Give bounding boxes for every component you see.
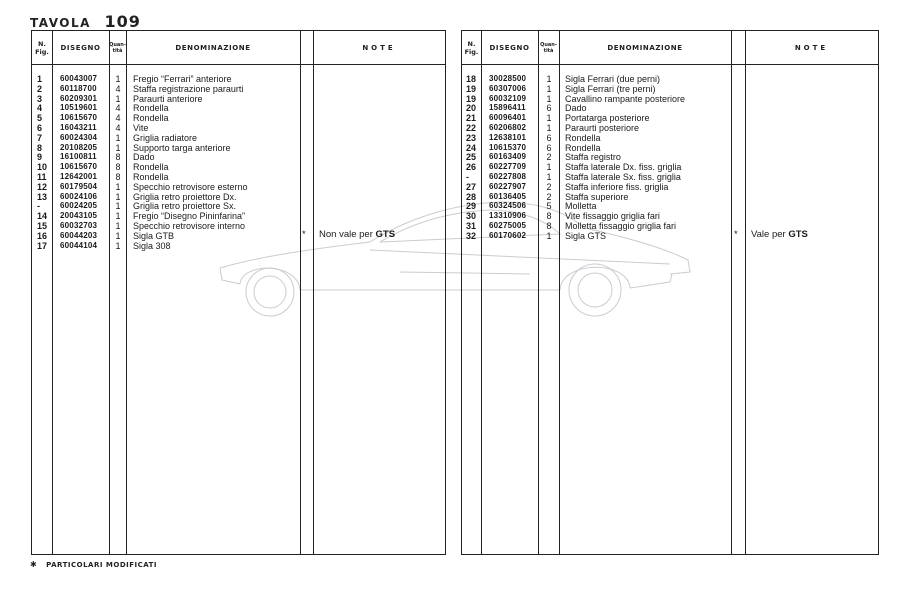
footer-text: PARTICOLARI MODIFICATI — [46, 561, 158, 569]
quantity: 1 — [115, 74, 121, 84]
part-description: Vite — [133, 122, 149, 133]
table-row — [462, 133, 878, 143]
quantity: 1 — [115, 220, 121, 231]
part-description: Fregio “Disegno Pininfarina” — [133, 211, 246, 222]
fig-number: 3 — [37, 93, 43, 104]
table-row — [462, 143, 878, 153]
part-code: 15896411 — [489, 103, 526, 113]
quantity: 1 — [115, 191, 121, 202]
quantity: 4 — [115, 113, 121, 124]
part-description: Sigla GTS — [565, 230, 607, 241]
quantity: 2 — [546, 152, 552, 163]
left-rows — [32, 74, 445, 250]
part-code: 60136405 — [489, 191, 527, 201]
fig-number: 10 — [37, 162, 48, 173]
table-row — [462, 103, 878, 113]
part-description: Rondella — [565, 142, 601, 153]
table-row — [462, 84, 878, 94]
note-star: * — [734, 229, 738, 240]
quantity: 5 — [546, 201, 552, 212]
table-row — [32, 103, 445, 113]
header-nfig-line2: Fig. — [35, 47, 49, 56]
table-row — [462, 231, 878, 241]
fig-number: 32 — [466, 230, 477, 241]
header-quantita — [109, 31, 126, 64]
fig-number: 31 — [466, 220, 477, 231]
fig-number: 12 — [37, 181, 48, 192]
part-code: 10615670 — [60, 113, 98, 123]
fig-number: 1 — [37, 74, 43, 84]
quantity: 1 — [115, 201, 121, 212]
fig-number: 27 — [466, 181, 477, 192]
header-disegno: DISEGNO — [489, 43, 530, 52]
part-code: 60170602 — [489, 230, 527, 240]
quantity: 1 — [546, 230, 552, 241]
part-code: 16043211 — [60, 122, 97, 132]
table-row — [32, 201, 445, 211]
part-description: Griglia radiatore — [133, 132, 198, 143]
part-description: Staffa laterale Sx. fiss. griglia — [565, 171, 681, 182]
part-description: Staffa inferiore fiss. griglia — [565, 181, 669, 192]
part-description: Specchio retrovisore esterno — [133, 181, 248, 192]
quantity: 1 — [546, 171, 552, 182]
table-row — [32, 241, 445, 251]
part-description: Staffa registrazione paraurti — [133, 83, 244, 94]
part-description: Molletta — [565, 201, 597, 212]
part-code: 60024106 — [60, 191, 98, 201]
fig-number: 16 — [37, 230, 48, 241]
fig-number: 20 — [466, 103, 477, 114]
part-code: 10615670 — [60, 162, 98, 172]
fig-number: 5 — [37, 113, 43, 124]
quantity: 1 — [546, 113, 552, 124]
fig-number: 26 — [466, 162, 477, 173]
part-code: 60227709 — [489, 162, 527, 172]
quantity: 1 — [115, 93, 121, 104]
header-qta-line2: tità — [112, 47, 123, 54]
header-divider — [462, 64, 878, 65]
table-row — [32, 143, 445, 153]
part-description: Vite fissaggio griglia fari — [565, 211, 660, 222]
part-code: 60275005 — [489, 220, 527, 230]
quantity: 6 — [546, 103, 552, 114]
quantity: 1 — [546, 74, 552, 84]
part-description: Griglia retro proiettore Dx. — [133, 191, 237, 202]
fig-number: 30 — [466, 211, 477, 222]
fig-number: 13 — [37, 191, 48, 202]
fig-number: 4 — [37, 103, 43, 114]
quantity: 8 — [115, 171, 121, 182]
table-row — [462, 152, 878, 162]
fig-number: 15 — [37, 220, 48, 231]
quantity: 1 — [115, 211, 121, 222]
header-quantita — [538, 31, 559, 64]
fig-number: 24 — [466, 142, 477, 153]
table-row — [32, 152, 445, 162]
part-code: 60032703 — [60, 220, 98, 230]
note-text: Vale per — [751, 229, 786, 240]
note-model: GTS — [375, 229, 396, 240]
fig-number: 9 — [37, 152, 43, 163]
header-qta-line2: tità — [543, 47, 554, 54]
part-description: Dado — [133, 152, 155, 163]
part-description: Paraurti posteriore — [565, 122, 640, 133]
table-row — [462, 201, 878, 211]
fig-number: 19 — [466, 83, 477, 94]
header-qta-line1: Quan- — [540, 41, 557, 48]
fig-number: 17 — [37, 240, 48, 251]
fig-number: 25 — [466, 152, 477, 163]
table-row — [32, 172, 445, 182]
fig-number: 11 — [37, 171, 47, 182]
fig-number: 6 — [37, 122, 43, 133]
quantity: 1 — [546, 122, 552, 133]
part-description: Rondella — [565, 132, 601, 143]
fig-number: 23 — [466, 132, 477, 143]
part-description: Rondella — [133, 103, 169, 114]
part-code: 60043007 — [60, 74, 98, 83]
part-description: Portatarga posteriore — [565, 113, 650, 124]
fig-number: 2 — [37, 83, 43, 94]
table-row — [462, 94, 878, 104]
quantity: 4 — [115, 83, 121, 94]
table-row — [32, 84, 445, 94]
title-word: TAVOLA — [30, 16, 91, 30]
table-row — [462, 221, 878, 231]
part-code: 60209301 — [60, 93, 98, 103]
quantity: 8 — [115, 162, 121, 173]
fig-number: 22 — [466, 122, 477, 133]
header-denominazione: DENOMINAZIONE — [607, 43, 683, 52]
quantity: 8 — [115, 152, 121, 163]
header-nfig-line1: N. — [467, 39, 476, 48]
note-text-group — [319, 229, 395, 240]
fig-number: 19 — [466, 93, 477, 104]
part-description: Sigla 308 — [133, 240, 171, 251]
part-code: 60206802 — [489, 122, 527, 132]
quantity: 1 — [115, 230, 121, 241]
fig-number: 28 — [466, 191, 477, 202]
header-nfig — [462, 31, 481, 64]
table-row — [462, 192, 878, 202]
page-title — [30, 12, 141, 31]
part-code: 30028500 — [489, 74, 527, 83]
note-model: GTS — [788, 229, 808, 240]
right-parts-table — [461, 30, 879, 555]
table-row — [32, 192, 445, 202]
header-nfig-line1: N. — [38, 39, 46, 48]
header-note: NOTE — [362, 43, 396, 52]
part-code: 60324506 — [489, 201, 527, 211]
quantity: 1 — [115, 181, 121, 192]
table-row — [32, 113, 445, 123]
table-row — [32, 182, 445, 192]
part-code: 12638101 — [489, 132, 527, 142]
part-code: 60032109 — [489, 93, 527, 103]
part-code: 60096401 — [489, 113, 527, 123]
footer-star-icon: ✱ — [30, 560, 38, 569]
fig-number: 21 — [466, 113, 477, 124]
header-denominazione: DENOMINAZIONE — [175, 43, 251, 52]
part-code: 10615370 — [489, 142, 527, 152]
table-row — [462, 162, 878, 172]
quantity: 1 — [546, 162, 552, 173]
part-code: 60307006 — [489, 83, 527, 93]
part-code: 10519601 — [60, 103, 98, 113]
part-description: Staffa registro — [565, 152, 621, 163]
quantity: 1 — [546, 83, 552, 94]
part-description: Sigla Ferrari (tre perni) — [565, 83, 656, 94]
table-row — [462, 113, 878, 123]
part-code: 60179504 — [60, 181, 98, 191]
fig-number: 29 — [466, 201, 477, 212]
part-description: Staffa laterale Dx. fiss. griglia — [565, 162, 682, 173]
note-star: * — [302, 229, 306, 240]
part-code: 13310906 — [489, 211, 527, 221]
part-description: Sigla GTB — [133, 230, 175, 241]
header-note: NOTE — [794, 43, 829, 52]
part-description: Dado — [565, 103, 587, 114]
header-nfig — [32, 31, 52, 64]
part-code: 60163409 — [489, 152, 527, 162]
table-row — [462, 211, 878, 221]
header-divider — [32, 64, 445, 65]
part-description: Rondella — [133, 113, 169, 124]
header-qta-line1: Quan- — [109, 41, 126, 48]
part-description: Sigla Ferrari (due perni) — [565, 74, 661, 84]
header-disegno: DISEGNO — [60, 43, 101, 52]
table-row — [32, 74, 445, 84]
title-number: 109 — [104, 12, 141, 31]
part-description: Molletta fissaggio griglia fari — [565, 220, 677, 231]
quantity: 4 — [115, 103, 121, 114]
part-description: Paraurti anteriore — [133, 93, 203, 104]
quantity: 1 — [115, 142, 121, 153]
part-description: Cavallino rampante posteriore — [565, 93, 686, 104]
part-description: Staffa superiore — [565, 191, 629, 202]
part-code: 12642001 — [60, 171, 98, 181]
table-row — [462, 182, 878, 192]
left-parts-table — [31, 30, 446, 555]
fig-number: - — [466, 171, 469, 182]
fig-number: 7 — [37, 132, 43, 143]
part-description: Rondella — [133, 162, 169, 173]
fig-number: 14 — [37, 211, 48, 222]
table-row — [462, 172, 878, 182]
part-description: Supporto targa anteriore — [133, 142, 231, 153]
part-description: Rondella — [133, 171, 169, 182]
quantity: 6 — [546, 132, 552, 143]
fig-number: 8 — [37, 142, 43, 153]
part-code: 60227808 — [489, 171, 527, 181]
table-row — [32, 133, 445, 143]
part-code: 60227907 — [489, 181, 527, 191]
part-code: 60118700 — [60, 83, 97, 93]
quantity: 2 — [546, 191, 552, 202]
part-code: 20043105 — [60, 211, 98, 221]
table-row — [462, 123, 878, 133]
quantity: 6 — [546, 142, 552, 153]
header-nfig-line2: Fig. — [464, 47, 479, 56]
part-code: 60044203 — [60, 230, 98, 240]
table-row — [32, 94, 445, 104]
table-row — [462, 74, 878, 84]
fig-number: 18 — [466, 74, 477, 84]
part-code: 60044104 — [60, 240, 98, 250]
part-description: Griglia retro proiettore Sx. — [133, 201, 237, 212]
footer-legend — [30, 560, 157, 569]
quantity: 1 — [115, 132, 121, 143]
table-row — [32, 162, 445, 172]
quantity: 1 — [115, 240, 121, 251]
part-code: 60024304 — [60, 132, 98, 142]
quantity: 4 — [115, 122, 121, 133]
note-text: Non vale per — [319, 229, 373, 240]
part-code: 16100811 — [60, 152, 97, 162]
part-description: Fregio “Ferrari” anteriore — [133, 74, 232, 84]
part-description: Specchio retrovisore interno — [133, 220, 246, 231]
table-row — [32, 123, 445, 133]
quantity: 8 — [546, 211, 552, 222]
note-text-group — [751, 229, 808, 240]
fig-number: - — [37, 201, 40, 212]
table-row — [32, 211, 445, 221]
part-code: 20108205 — [60, 142, 98, 152]
quantity: 8 — [546, 220, 552, 231]
right-rows — [462, 74, 878, 241]
quantity: 2 — [546, 181, 552, 192]
part-code: 60024205 — [60, 201, 98, 211]
quantity: 1 — [546, 93, 552, 104]
